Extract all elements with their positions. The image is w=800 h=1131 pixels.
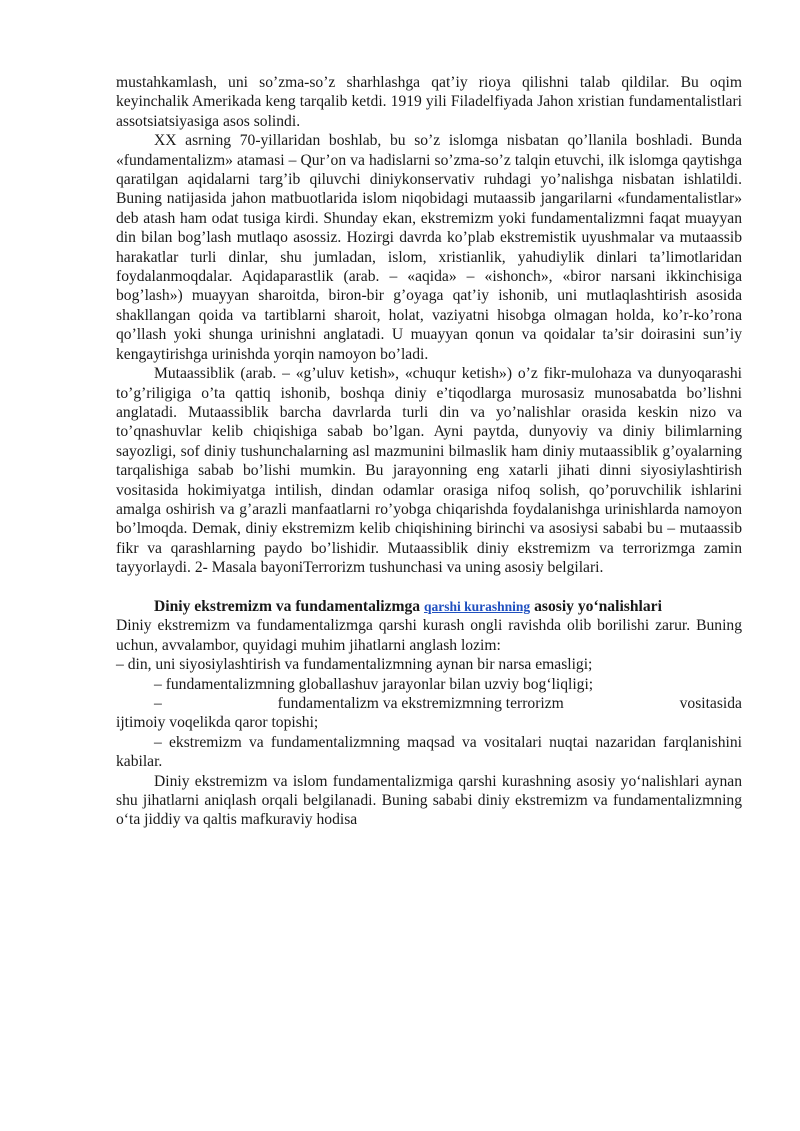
- list-item-3: [116, 694, 742, 713]
- list-item-3-dash: –: [154, 694, 162, 712]
- list-item-4: – ekstremizm va fundamentalizmning maqsad va vositalari nuqtai nazaridan farqlanishini kabilar.: [116, 733, 742, 771]
- list-item-3-end: vositasida: [679, 694, 742, 712]
- heading-link[interactable]: qarshi kurashning: [424, 598, 531, 614]
- document-page: [116, 73, 742, 830]
- list-item-1: – din, uni siyosiylashtirish va fundamentalizmning aynan bir narsa emasligi;: [116, 656, 593, 674]
- list-item-2: – fundamentalizmning globallashuv jarayonlar bilan uzviy bog‘liqligi;: [154, 675, 594, 693]
- section-intro: Diniy ekstremizm va fundamentalizmga qarshi kurash ongli ravishda olib borilishi zarur. Buning uchun, avvalambor, quyidagi muhim jihatlarni anglash lozim:: [116, 617, 742, 654]
- paragraph-last: Diniy ekstremizm va islom fundamentalizmiga qarshi kurashning asosiy yo‘nalishlari aynan shu jihatlarni aniqlash orqali belgilanadi. Buning sababi diniy ekstremizm va fundamentalizmning o‘ta jiddiy va qaltis mafkuraviy hodisa: [116, 772, 742, 829]
- list-item-3-middle: fundamentalizm va ekstremizmning terrorizm: [277, 694, 564, 712]
- paragraph-2: XX asrning 70-yillaridan boshlab, bu so’z islomga nisbatan qo’llanila boshladi. Bunda «fundamentalizm» atamasi – Qur’on va hadislarni so’zma-so’z talqin etuvchi, ilk islomga qaytishga qaratilgan aqidalarni targ’ib qiluvchi diniykonservativ ruhdagi yo’nalishga nisbatan ishlatildi. Buning natijasida jahon matbuotlarida islom niqobidagi mutaassib jangarilarni «fundamentalistlar» deb atash ham odat tusiga kirdi. Shunday ekan, ekstremizm yoki fundamentalizmni faqat muayyan din bilan bog’lash mutlaqo asossiz. Hozirgi davrda ko’plab ekstremistik uyushmalar va mutaassib harakatlar turli dinlar, shu jumladan, islom, xristianlik, yahudiylik dinlari ta’limotlaridan foydalanmoqdalar. Aqidaparastlik (arab. – «aqida» – «ishonch», «biror narsani ikkinchisiga bog’lash») muayyan sharoitda, biron-bir g’oyaga qat’iy ishonib, uni mutlaqlashtirish asosida shakllangan qoida va tartiblarni sharoit, holat, vaziyatni hisobga olmagan holda, ko’r-ko’rona qo’llash yoki shunga urinishni anglatadi. U muayyan qonun va qoidalar ta’sir doirasini sun’iy kengaytirishga urinishda yorqin namoyon bo’ladi.: [116, 132, 742, 363]
- blank-line: [116, 578, 742, 597]
- section-heading: [116, 597, 742, 616]
- heading-text-end: asosiy yo‘nalishlari: [534, 597, 662, 615]
- list-item-3-continuation: ijtimoiy voqelikda qaror topishi;: [116, 714, 319, 732]
- paragraph-3: Mutaassiblik (arab. – «g’uluv ketish», «chuqur ketish») o’z fikr-mulohaza va dunyoqarashi to’g’riligiga o’ta qattiq ishonib, boshqa diniy e’tiqodlarga murosasiz munosabatda bo’lishni anglatadi. Mutaassiblik barcha davrlarda turli din va yo’nalishlar orasida keskin nizo va to’qnashuvlar kelib chiqishiga sabab bo’lgan. Ayni paytda, dunyoviy va diniy bilimlarning sayozligi, sof diniy tushunchalarning asl mazmunini bilmaslik ham diniy mutaassiblik g’oyalarning tarqalishiga sabab bo’lishi mumkin. Bu jarayonning eng xatarli jihati dinni siyosiylashtirish vositasida hokimiyatga intilish, dindan odamlar orasiga nifoq solish, qo’poruvchilik ishlarini amalga oshirish va g’arazli manfaatlarni ro’yobga chiqarishda foydalanishga urinishlarda namoyon bo’lmoqda. Demak, diniy ekstremizm kelib chiqishining birinchi va asosiysi sababi bu – mutaassib fikr va qarashlarning paydo bo’lishidir. Mutaassiblik diniy ekstremizm va terrorizmga zamin tayyorlaydi. 2- Masala bayoniTerrorizm tushunchasi va uning asosiy belgilari.: [116, 365, 742, 577]
- heading-text-start: Diniy ekstremizm va fundamentalizmga: [154, 597, 421, 615]
- paragraph-1: mustahkamlash, uni so’zma-so’z sharhlashga qat’iy rioya qilishni talab qildilar. Bu oqim keyinchalik Amerikada keng tarqalib ketdi. 1919 yili Filadelfiyada Jahon xristian fundamentalistlari assotsiatsiyasiga asos solindi.: [116, 74, 742, 130]
